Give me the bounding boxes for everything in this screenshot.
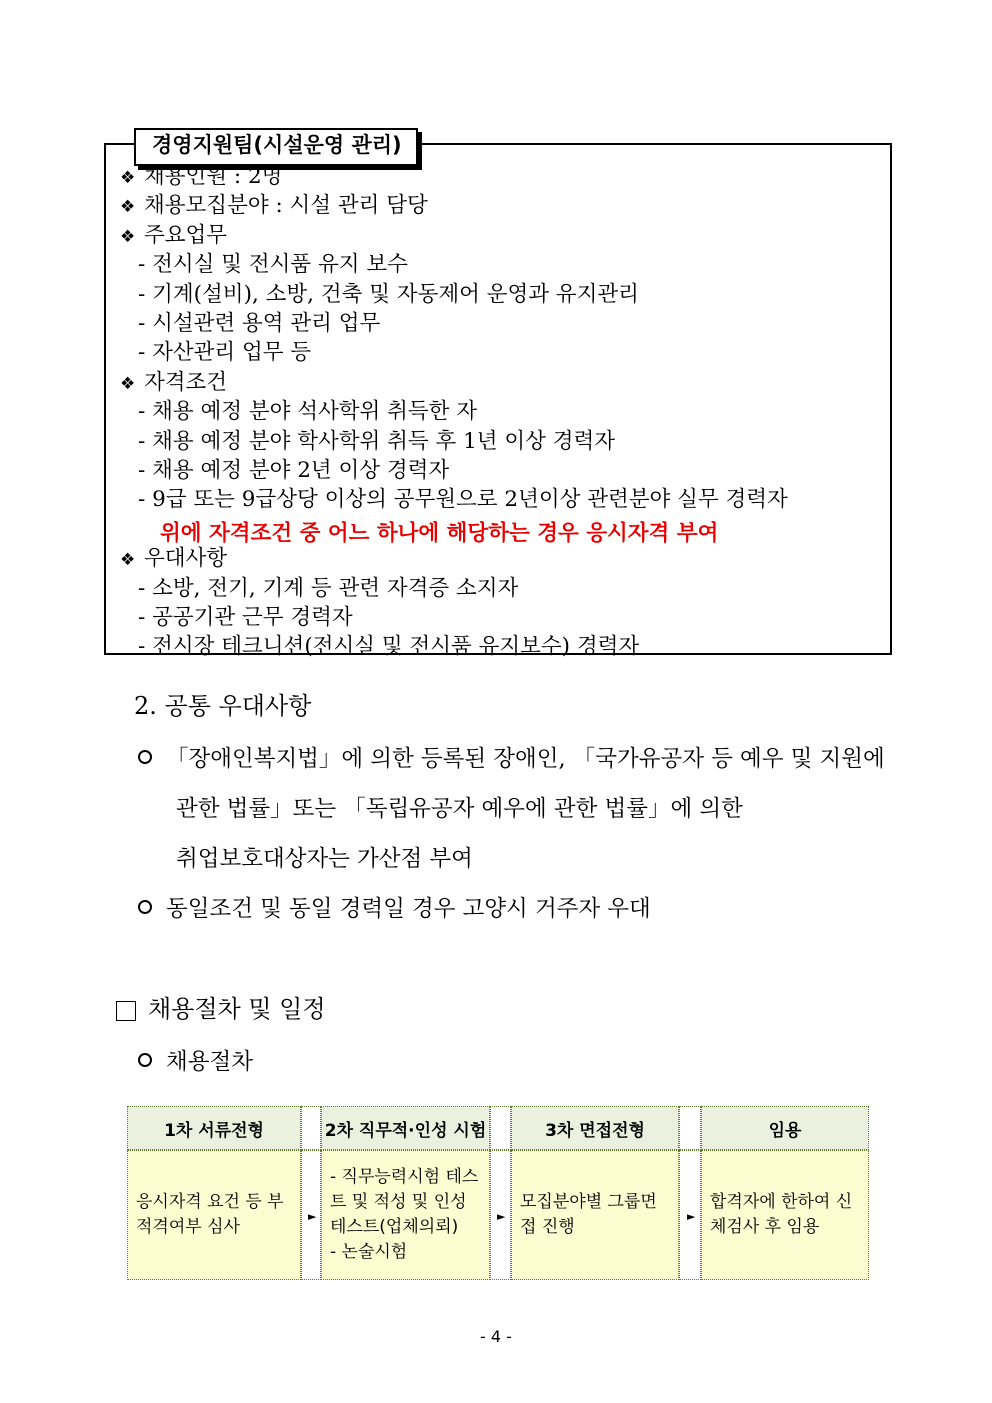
box-dash-line: - 채용 예정 분야 2년 이상 경력자	[138, 458, 450, 483]
circle-bullet-icon	[138, 1053, 152, 1067]
box-bullet-line	[120, 164, 282, 191]
box-bullet-text: 채용모집분야 : 시설 관리 담당	[144, 193, 428, 219]
box-dash-line: - 채용 예정 분야 석사학위 취득한 자	[138, 399, 478, 425]
process-subheading-text: 채용절차	[166, 1049, 253, 1075]
diamond-bullet-icon: ❖	[120, 550, 136, 571]
section-3-heading: 채용절차 및 일정	[148, 995, 326, 1023]
qualification-note: 위에 자격조건 중 어느 하나에 해당하는 경우 응시자격 부여	[160, 520, 719, 546]
box-dash-line: - 9급 또는 9급상당 이상의 공무원으로 2년이상 관련분야 실무 경력자	[138, 487, 788, 513]
box-bullet-line	[120, 546, 227, 573]
square-bullet-icon	[116, 1001, 136, 1021]
process-step-3-body	[511, 1150, 679, 1280]
box-bullet-line	[120, 370, 227, 397]
process-gap-cell	[679, 1106, 701, 1150]
box-dash-line: - 소방, 전기, 기계 등 관련 자격증 소지자	[138, 575, 519, 601]
circle-bullet-icon	[138, 750, 152, 764]
process-step-2-head: 2차 직무적·인성 시험	[321, 1106, 490, 1150]
process-gap-cell	[490, 1106, 511, 1150]
box-bullet-text: 우대사항	[144, 546, 228, 572]
process-subheading	[138, 1049, 253, 1075]
preference-item-1-line2: 관한 법률」또는 「독립유공자 예우에 관한 법률」에 의한	[176, 796, 743, 822]
box-dash-line: - 자산관리 업무 등	[138, 340, 312, 366]
preference-item-2-text: 동일조건 및 동일 경력일 경우 고양시 거주자 우대	[166, 896, 651, 922]
box-bullet-line	[120, 193, 428, 220]
process-arrow-icon: ►	[497, 1210, 506, 1223]
preference-item-1	[138, 746, 885, 772]
process-step-1-text: 응시자격 요건 등 부적격여부 심사	[136, 1192, 284, 1237]
box-dash-line: - 기계(설비), 소방, 건축 및 자동제어 운영과 유지관리	[138, 281, 639, 307]
process-step-4-text: 합격자에 한하여 신체검사 후 임용	[710, 1192, 853, 1237]
box-dash-line: - 채용 예정 분야 학사학위 취득 후 1년 이상 경력자	[138, 428, 616, 454]
process-step-3-text: 모집분야별 그룹면접 진행	[520, 1192, 657, 1237]
preference-item-1-line3: 취업보호대상자는 가산점 부여	[176, 846, 473, 872]
process-step-3-head: 3차 면접전형	[511, 1106, 679, 1150]
box-dash-line: - 시설관련 용역 관리 업무	[138, 311, 381, 336]
box-title: 경영지원팀(시설운영 관리)	[134, 128, 418, 166]
process-step-1-body	[127, 1150, 301, 1280]
section-2-heading: 2. 공통 우대사항	[134, 692, 312, 720]
circle-bullet-icon	[138, 900, 152, 914]
box-bullet-text: 채용인원 : 2명	[144, 164, 283, 189]
box-bullet-line	[120, 223, 227, 250]
box-bullet-text: 자격조건	[144, 369, 228, 395]
process-gap-cell	[301, 1106, 321, 1150]
preference-item-1-line1: 「장애인복지법」에 의한 등록된 장애인, 「국가유공자 등 예우 및 지원에	[166, 746, 885, 772]
process-step-2-text: - 직무능력시험 테스트 및 적성 및 인성테스트(업체의뢰) - 논술시험	[330, 1167, 479, 1262]
box-dash-line: - 전시장 테크니션(전시실 및 전시품 유지보수) 경력자	[138, 634, 640, 660]
diamond-bullet-icon: ❖	[120, 226, 136, 247]
process-step-1-head: 1차 서류전형	[127, 1106, 301, 1150]
process-step-4-head: 임용	[701, 1106, 869, 1150]
page-number: - 4 -	[480, 1327, 512, 1346]
preference-item-2	[138, 896, 651, 922]
box-dash-line: - 공공기관 근무 경력자	[138, 605, 353, 630]
box-bullet-text: 주요업무	[144, 222, 228, 248]
diamond-bullet-icon: ❖	[120, 373, 136, 394]
process-step-2-body	[321, 1150, 490, 1280]
process-step-4-body	[701, 1150, 869, 1280]
process-arrow-icon: ►	[687, 1210, 696, 1223]
process-arrow-icon: ►	[308, 1210, 317, 1223]
diamond-bullet-icon: ❖	[120, 168, 136, 188]
diamond-bullet-icon: ❖	[120, 197, 136, 218]
box-dash-line: - 전시실 및 전시품 유지 보수	[138, 252, 408, 278]
